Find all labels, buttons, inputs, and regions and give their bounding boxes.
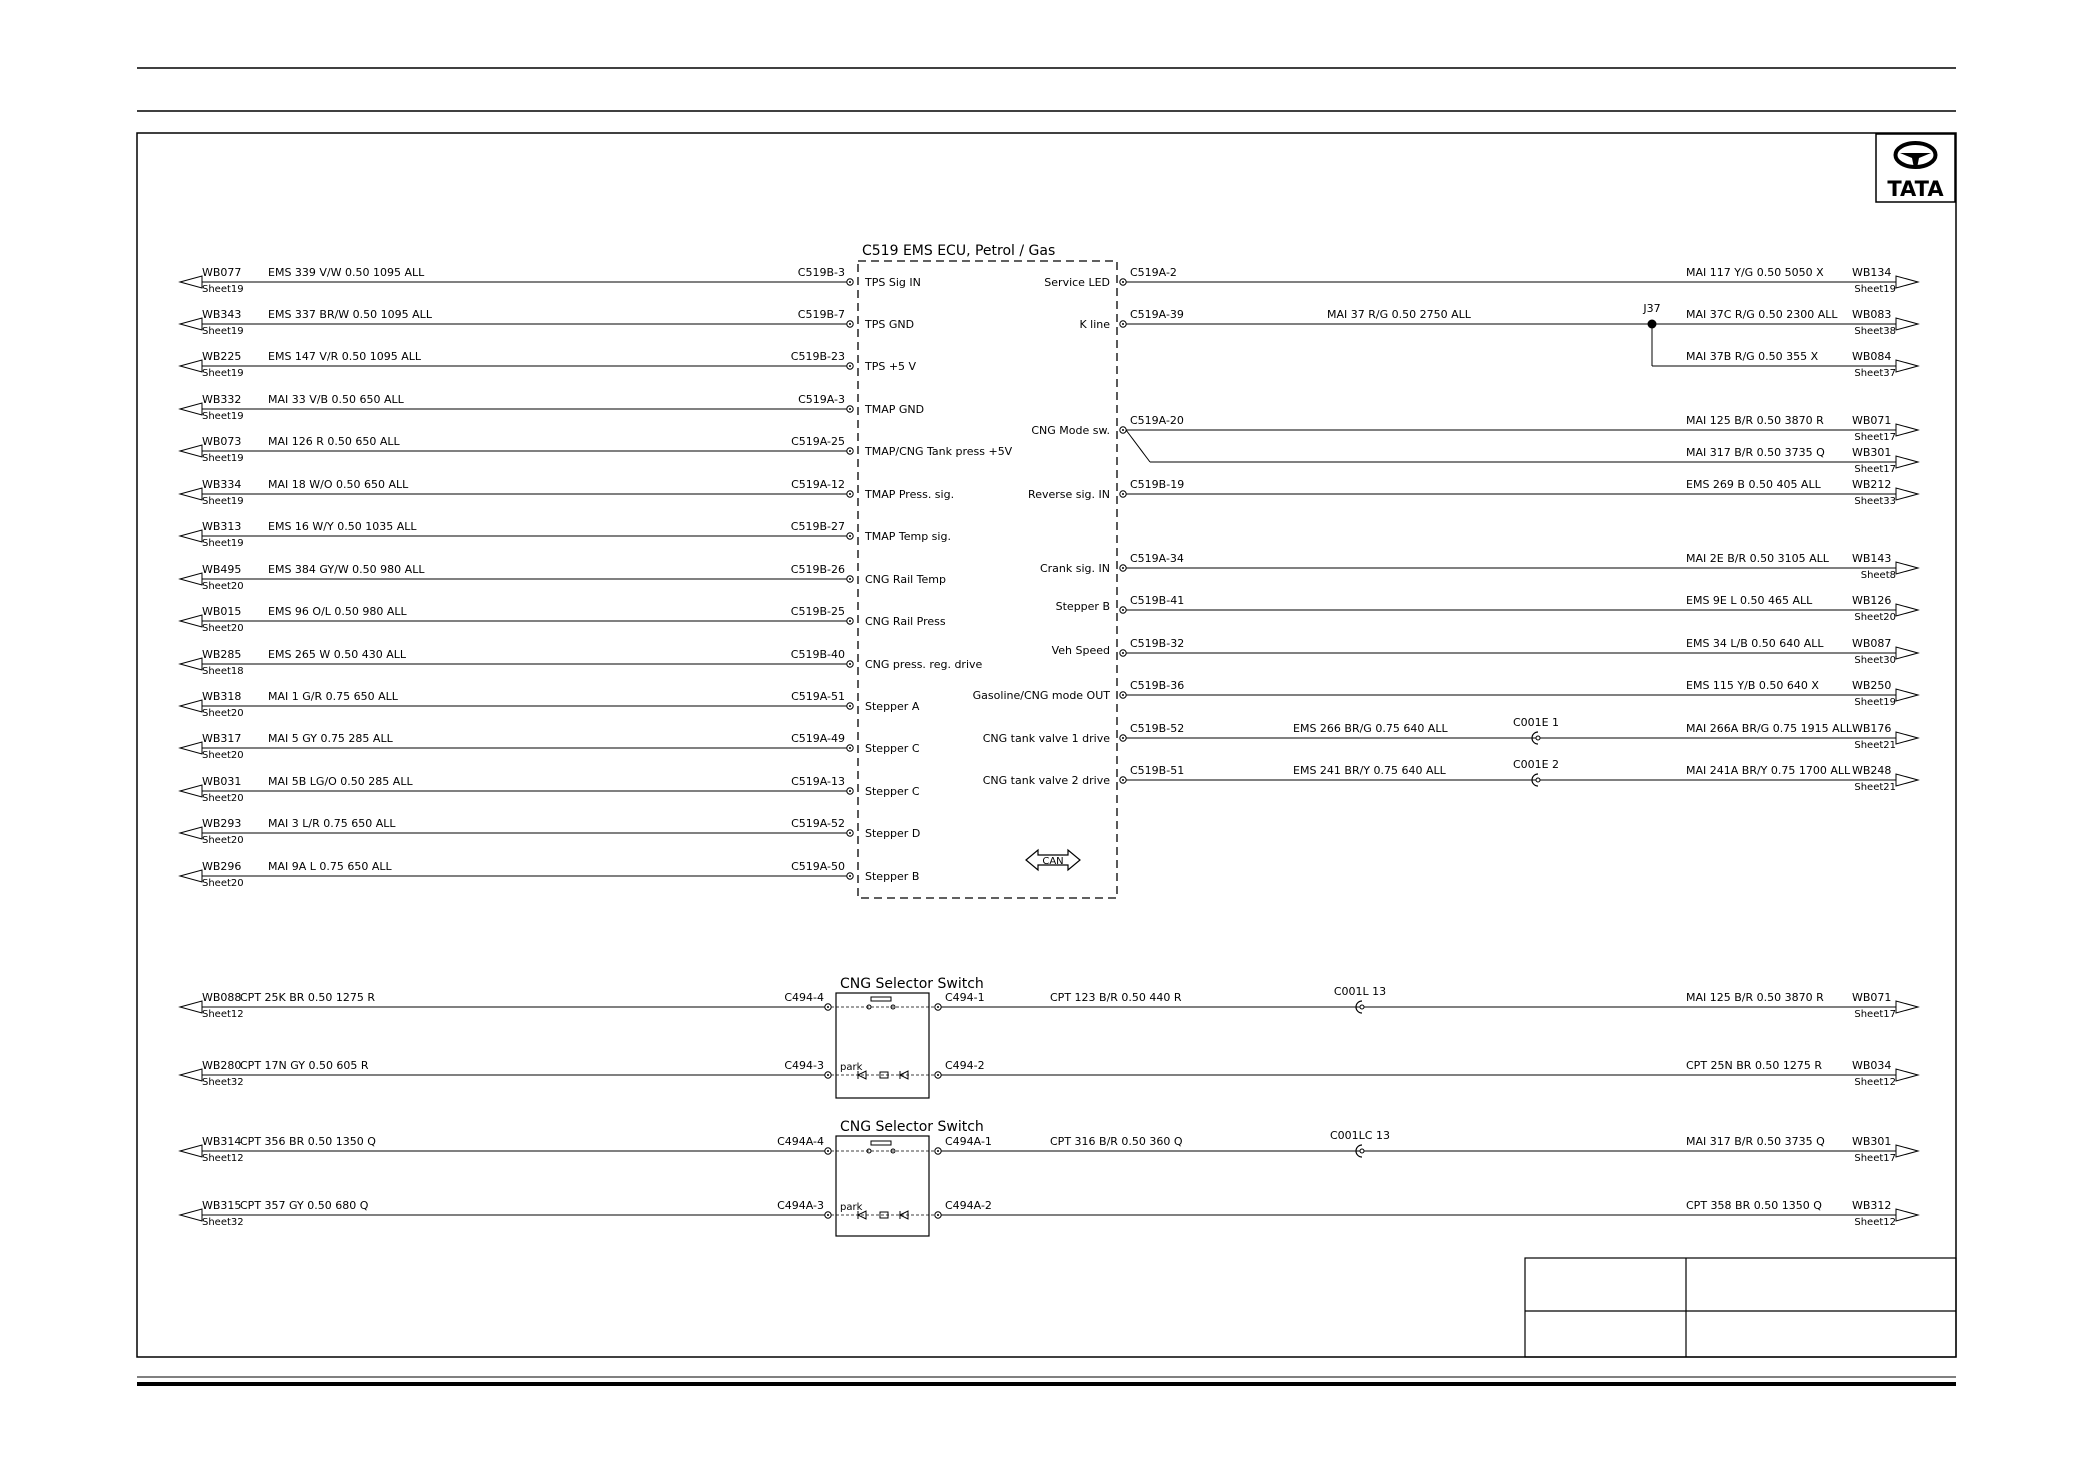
connector-pin: C519B-3 (797, 266, 845, 279)
offsheet-arrow-left (180, 827, 202, 839)
wire-spec: MAI 126 R 0.50 650 ALL (268, 435, 400, 448)
pin-function: Stepper A (865, 700, 920, 713)
wb-id: WB293 (202, 817, 242, 830)
connector-pin: C519B-23 (790, 350, 845, 363)
switch-actuator (871, 1141, 891, 1145)
wire-spec: MAI 9A L 0.75 650 ALL (268, 860, 392, 873)
pin-dot (1122, 779, 1124, 781)
wire-spec: CPT 357 GY 0.50 680 Q (240, 1199, 369, 1212)
pin-dot (1122, 493, 1124, 495)
wb-id: WB301 (1852, 1135, 1892, 1148)
wire-spec: MAI 1 G/R 0.75 650 ALL (268, 690, 398, 703)
connector-pin: C519A-20 (1130, 414, 1184, 427)
wire-spec: EMS 339 V/W 0.50 1095 ALL (268, 266, 425, 279)
pin-dot (849, 408, 851, 410)
pin-dot (1122, 694, 1124, 696)
pin-dot (937, 1074, 939, 1076)
pin-dot (849, 620, 851, 622)
splice-pin (1360, 1005, 1364, 1009)
pin-dot (1122, 429, 1124, 431)
splice-pin (1536, 736, 1540, 740)
pin-function: TMAP Press. sig. (865, 488, 955, 501)
wb-id: WB317 (202, 732, 242, 745)
splice-label: C001LC 13 (1330, 1129, 1390, 1142)
pin-function: CNG tank valve 1 drive (982, 732, 1110, 745)
ecu-left-circuit (180, 308, 914, 337)
switch-circuit (180, 1059, 1918, 1088)
wire-spec: EMS 115 Y/B 0.50 640 X (1686, 679, 1819, 692)
wb-id: WB126 (1852, 594, 1892, 607)
ecu-right-circuit (983, 716, 1918, 751)
wb-id: WB031 (202, 775, 242, 788)
offsheet-arrow-left (180, 785, 202, 797)
offsheet-arrow-left (180, 1209, 202, 1221)
pin-dot (849, 705, 851, 707)
wb-id: WB134 (1852, 266, 1892, 279)
pin-dot (849, 323, 851, 325)
wire-spec: CPT 25K BR 0.50 1275 R (240, 991, 376, 1004)
mid-wire-spec: MAI 37 R/G 0.50 2750 ALL (1327, 308, 1471, 321)
connector-pin: C519B-52 (1130, 722, 1185, 735)
pin-function: Gasoline/CNG mode OUT (972, 689, 1110, 702)
offsheet-arrow-right (1896, 276, 1918, 288)
park-label: park (840, 1062, 863, 1073)
pin-dot (849, 790, 851, 792)
wire-spec: EMS 9E L 0.50 465 ALL (1686, 594, 1813, 607)
offsheet-arrow-left (180, 700, 202, 712)
pin-function: CNG Mode sw. (1031, 424, 1110, 437)
connector-pin: C519A-25 (791, 435, 845, 448)
wire-spec: MAI 18 W/O 0.50 650 ALL (268, 478, 409, 491)
ecu-left-circuit (180, 520, 951, 549)
wire-spec: MAI 125 B/R 0.50 3870 R (1686, 991, 1824, 1004)
ecu-right-circuit (1031, 414, 1918, 443)
ecu-left-circuit (180, 690, 920, 719)
title-block (1525, 1258, 1956, 1357)
ecu-right-circuit (983, 758, 1918, 793)
ecu-left-circuit (180, 732, 920, 761)
ecu-left-circuit (180, 393, 924, 422)
ecu-right-circuit (1044, 266, 1918, 295)
switch-circuit (180, 1129, 1918, 1164)
connector-pin: C494-4 (784, 991, 824, 1004)
connector-pin: C519B-26 (790, 563, 845, 576)
wire-spec: EMS 384 GY/W 0.50 980 ALL (268, 563, 425, 576)
wire-spec: EMS 34 L/B 0.50 640 ALL (1686, 637, 1824, 650)
wire-spec: EMS 265 W 0.50 430 ALL (268, 648, 407, 661)
offsheet-arrow-right (1896, 488, 1918, 500)
wire-spec: MAI 37B R/G 0.50 355 X (1686, 350, 1819, 363)
wb-id: WB176 (1852, 722, 1892, 735)
sheet-ref: Sheet20 (202, 878, 244, 889)
splice-label: C001E 2 (1512, 758, 1560, 771)
pin-dot (1122, 652, 1124, 654)
ecu-left-circuit (180, 648, 983, 677)
sheet-ref: Sheet19 (1854, 697, 1896, 708)
park-label: park (840, 1202, 863, 1213)
sheet-ref: Sheet19 (202, 496, 244, 507)
sheet-ref: Sheet20 (202, 581, 244, 592)
pin-dot (1122, 609, 1124, 611)
ecu-left-circuit (180, 266, 921, 295)
offsheet-arrow-right (1896, 604, 1918, 616)
switch-box (836, 993, 929, 1098)
wire-spec: MAI 37C R/G 0.50 2300 ALL (1686, 308, 1838, 321)
connector-pin: C519A-3 (798, 393, 845, 406)
connector-pin: C494-3 (784, 1059, 824, 1072)
ecu-left-circuit (180, 775, 920, 804)
pin-dot (849, 578, 851, 580)
connector-pin: C519B-19 (1130, 478, 1185, 491)
mid-wire-spec: EMS 266 BR/G 0.75 640 ALL (1293, 722, 1448, 735)
pin-function: CNG press. reg. drive (865, 658, 983, 671)
wire-spec: MAI 317 B/R 0.50 3735 Q (1686, 1135, 1825, 1148)
pin-dot (937, 1006, 939, 1008)
sheet-ref: Sheet20 (202, 835, 244, 846)
ecu-left-circuit (180, 605, 946, 634)
offsheet-arrow-right (1896, 456, 1918, 468)
wire-spec: MAI 5B LG/O 0.50 285 ALL (268, 775, 413, 788)
ecu-right-circuit (1079, 302, 1918, 337)
switch-actuator (871, 997, 891, 1001)
sheet-ref: Sheet17 (1854, 1153, 1896, 1164)
mid-wire-spec: CPT 123 B/R 0.50 440 R (1050, 991, 1182, 1004)
sheet-ref: Sheet21 (1854, 782, 1896, 793)
can-label: CAN (1042, 856, 1064, 867)
pin-function: TPS +5 V (865, 360, 917, 373)
pin-function: TPS Sig IN (865, 276, 921, 289)
sheet-ref: Sheet19 (202, 411, 244, 422)
connector-pin: C519B-7 (797, 308, 845, 321)
sheet-ref: Sheet20 (202, 793, 244, 804)
mid-wire-spec: CPT 316 B/R 0.50 360 Q (1050, 1135, 1183, 1148)
wb-id: WB225 (202, 350, 242, 363)
wire-spec: MAI 3 L/R 0.75 650 ALL (268, 817, 396, 830)
offsheet-arrow-left (180, 1001, 202, 1013)
connector-pin: C519B-25 (790, 605, 845, 618)
sheet-ref: Sheet12 (1854, 1077, 1896, 1088)
offsheet-arrow-left (180, 276, 202, 288)
connector-pin: C519B-51 (1130, 764, 1185, 777)
wire-spec: MAI 33 V/B 0.50 650 ALL (268, 393, 404, 406)
offsheet-arrow-left (180, 573, 202, 585)
wire-spec: MAI 317 B/R 0.50 3735 Q (1686, 446, 1825, 459)
sheet-ref: Sheet19 (1854, 284, 1896, 295)
pin-dot (827, 1214, 829, 1216)
pin-dot (849, 663, 851, 665)
wire-spec: EMS 147 V/R 0.50 1095 ALL (268, 350, 422, 363)
sheet-ref: Sheet12 (1854, 1217, 1896, 1228)
pin-dot (827, 1150, 829, 1152)
sheet-ref: Sheet20 (202, 623, 244, 634)
connector-pin: C519A-34 (1130, 552, 1184, 565)
offsheet-arrow-left (180, 742, 202, 754)
wb-id: WB285 (202, 648, 242, 661)
connector-pin: C519B-36 (1130, 679, 1185, 692)
can-bus-symbol (1026, 850, 1080, 870)
sheet-ref: Sheet20 (202, 708, 244, 719)
connector-pin: C519A-52 (791, 817, 845, 830)
wb-id: WB495 (202, 563, 242, 576)
pin-function: CNG Rail Temp (865, 573, 946, 586)
offsheet-arrow-left (180, 1145, 202, 1157)
sheet-ref: Sheet12 (202, 1009, 244, 1020)
offsheet-arrow-left (180, 318, 202, 330)
wire-branch (1126, 430, 1150, 462)
pin-dot (937, 1214, 939, 1216)
offsheet-arrow-left (180, 530, 202, 542)
wb-id: WB280 (202, 1059, 242, 1072)
pin-dot (937, 1150, 939, 1152)
sheet-ref: Sheet38 (1854, 326, 1896, 337)
pin-dot (849, 365, 851, 367)
splice-label: C001L 13 (1333, 985, 1387, 998)
wb-id: WB334 (202, 478, 242, 491)
connector-pin: C519A-49 (791, 732, 845, 745)
wb-id: WB212 (1852, 478, 1892, 491)
pin-function: TMAP Temp sig. (865, 530, 951, 543)
cng-selector-switches (180, 976, 1918, 1236)
sheet-ref: Sheet19 (202, 538, 244, 549)
offsheet-arrow-left (180, 658, 202, 670)
wire-spec: CPT 356 BR 0.50 1350 Q (240, 1135, 376, 1148)
pin-function: Crank sig. IN (1039, 562, 1110, 575)
pin-dot (1122, 737, 1124, 739)
pin-function: Stepper B (1055, 600, 1110, 613)
sheet-ref: Sheet19 (202, 284, 244, 295)
ecu-left-circuit (180, 860, 919, 889)
pin-function: CNG tank valve 2 drive (982, 774, 1110, 787)
pin-dot (849, 281, 851, 283)
sheet-ref: Sheet30 (1854, 655, 1896, 666)
wire-spec: EMS 16 W/Y 0.50 1035 ALL (268, 520, 417, 533)
ecu-title: C519 EMS ECU, Petrol / Gas (862, 243, 1056, 259)
wb-id: WB296 (202, 860, 242, 873)
offsheet-arrow-right (1896, 424, 1918, 436)
wire-spec: MAI 241A BR/Y 0.75 1700 ALL (1686, 764, 1851, 777)
offsheet-arrow-right (1896, 1145, 1918, 1157)
connector-pin: C519B-40 (790, 648, 845, 661)
sheet-ref: Sheet32 (202, 1217, 244, 1228)
ecu-left-wires (180, 266, 1013, 889)
offsheet-arrow-right (1896, 360, 1918, 372)
wb-id: WB083 (1852, 308, 1892, 321)
offsheet-arrow-left (180, 870, 202, 882)
ecu-right-wires (973, 266, 1918, 793)
wb-id: WB312 (1852, 1199, 1892, 1212)
offsheet-arrow-right (1896, 318, 1918, 330)
pin-function: CNG Rail Press (865, 615, 946, 628)
wb-id: WB071 (1852, 991, 1892, 1004)
wb-id: WB248 (1852, 764, 1892, 777)
sheet-ref: Sheet20 (1854, 612, 1896, 623)
offsheet-arrow-left (180, 488, 202, 500)
ecu-right-circuit (1126, 430, 1918, 475)
pin-function: Stepper C (865, 742, 920, 755)
wb-id: WB313 (202, 520, 242, 533)
pin-dot (849, 450, 851, 452)
sheet-ref: Sheet19 (202, 453, 244, 464)
connector-pin: C519B-41 (1130, 594, 1185, 607)
pin-function: Stepper C (865, 785, 920, 798)
wb-id: WB318 (202, 690, 242, 703)
pin-function: K line (1079, 318, 1110, 331)
cng-selector-switch (180, 1119, 1918, 1236)
wb-id: WB077 (202, 266, 242, 279)
connector-pin: C519A-51 (791, 690, 845, 703)
wire-spec: MAI 5 GY 0.75 285 ALL (268, 732, 393, 745)
wire-spec: CPT 25N BR 0.50 1275 R (1686, 1059, 1823, 1072)
ecu-right-circuit (1028, 478, 1918, 507)
switch-circuit (180, 985, 1918, 1020)
switch-title: CNG Selector Switch (840, 1119, 984, 1135)
wire-spec: CPT 358 BR 0.50 1350 Q (1686, 1199, 1822, 1212)
ecu-left-circuit (180, 350, 917, 379)
wire-spec: MAI 2E B/R 0.50 3105 ALL (1686, 552, 1829, 565)
splice-label: C001E 1 (1512, 716, 1560, 729)
offsheet-arrow-left (180, 403, 202, 415)
pin-function: Veh Speed (1051, 644, 1110, 657)
ecu-left-circuit (180, 435, 1013, 464)
pin-function: Stepper B (865, 870, 920, 883)
connector-pin: C494A-2 (945, 1199, 992, 1212)
cng-selector-switch (180, 976, 1918, 1098)
wire-spec: MAI 125 B/R 0.50 3870 R (1686, 414, 1824, 427)
sheet-ref: Sheet17 (1854, 464, 1896, 475)
wire-spec: CPT 17N GY 0.50 605 R (240, 1059, 369, 1072)
pin-dot (849, 493, 851, 495)
wb-id: WB015 (202, 605, 242, 618)
wb-id: WB088 (202, 991, 242, 1004)
sheet-ref: Sheet17 (1854, 1009, 1896, 1020)
pin-function: Reverse sig. IN (1028, 488, 1110, 501)
sheet-ref: Sheet33 (1854, 496, 1896, 507)
connector-pin: C519B-27 (790, 520, 845, 533)
pin-dot (1122, 281, 1124, 283)
pin-dot (849, 875, 851, 877)
wb-id: WB315 (202, 1199, 242, 1212)
wb-id: WB143 (1852, 552, 1892, 565)
wb-id: WB084 (1852, 350, 1892, 363)
sheet-ref: Sheet20 (202, 750, 244, 761)
connector-pin: C494-1 (945, 991, 985, 1004)
connector-pin: C519A-12 (791, 478, 845, 491)
offsheet-arrow-left (180, 1069, 202, 1081)
connector-pin: C519B-32 (1130, 637, 1185, 650)
sheet-ref: Sheet12 (202, 1153, 244, 1164)
offsheet-arrow-right (1896, 732, 1918, 744)
connector-pin: C494A-3 (777, 1199, 824, 1212)
splice-pin (1536, 778, 1540, 782)
offsheet-arrow-right (1896, 1209, 1918, 1221)
pin-dot (849, 747, 851, 749)
ecu-left-circuit (180, 817, 920, 846)
sheet-ref: Sheet19 (202, 368, 244, 379)
logo-text: TATA (1887, 177, 1944, 201)
connector-pin: C519A-13 (791, 775, 845, 788)
sheet-ref: Sheet37 (1854, 368, 1896, 379)
offsheet-arrow-right (1896, 774, 1918, 786)
offsheet-arrow-right (1896, 562, 1918, 574)
wb-id: WB250 (1852, 679, 1892, 692)
connector-pin: C519A-39 (1130, 308, 1184, 321)
splice-label: J37 (1643, 302, 1661, 315)
wire-spec: MAI 117 Y/G 0.50 5050 X (1686, 266, 1824, 279)
ecu-left-circuit (180, 478, 954, 507)
wire-spec: EMS 269 B 0.50 405 ALL (1686, 478, 1821, 491)
wire-spec: EMS 337 BR/W 0.50 1095 ALL (268, 308, 432, 321)
ecu-right-circuit (973, 679, 1918, 708)
offsheet-arrow-left (180, 445, 202, 457)
mid-wire-spec: EMS 241 BR/Y 0.75 640 ALL (1293, 764, 1446, 777)
wb-id: WB301 (1852, 446, 1892, 459)
wire-spec: EMS 96 O/L 0.50 980 ALL (268, 605, 407, 618)
sheet-ref: Sheet32 (202, 1077, 244, 1088)
pin-dot (1122, 567, 1124, 569)
ecu-right-circuit (1056, 594, 1918, 623)
connector-pin: C519A-2 (1130, 266, 1177, 279)
pin-function: TMAP GND (865, 403, 925, 416)
sheet-ref: Sheet8 (1860, 570, 1896, 581)
pin-function: Stepper D (865, 827, 921, 840)
wb-id: WB087 (1852, 637, 1892, 650)
pin-function: TPS GND (865, 318, 915, 331)
switch-title: CNG Selector Switch (840, 976, 984, 992)
wb-id: WB034 (1852, 1059, 1892, 1072)
splice-pin (1360, 1149, 1364, 1153)
pin-dot (849, 832, 851, 834)
wb-id: WB314 (202, 1135, 242, 1148)
tata-logo (1876, 134, 1955, 202)
ecu-right-circuit (1040, 552, 1918, 581)
connector-pin: C494-2 (945, 1059, 985, 1072)
offsheet-arrow-right (1896, 647, 1918, 659)
pin-function: Service LED (1044, 276, 1110, 289)
sheet-ref: Sheet19 (202, 326, 244, 337)
pin-dot (1122, 323, 1124, 325)
offsheet-arrow-left (180, 360, 202, 372)
wb-id: WB071 (1852, 414, 1892, 427)
pin-function: TMAP/CNG Tank press +5V (865, 445, 1013, 458)
offsheet-arrow-right (1896, 689, 1918, 701)
offsheet-arrow-right (1896, 1069, 1918, 1081)
pin-dot (827, 1006, 829, 1008)
sheet-ref: Sheet17 (1854, 432, 1896, 443)
connector-pin: C494A-4 (777, 1135, 824, 1148)
wire-spec: MAI 266A BR/G 0.75 1915 ALL (1686, 722, 1852, 735)
connector-pin: C494A-1 (945, 1135, 992, 1148)
pin-dot (849, 535, 851, 537)
wb-id: WB343 (202, 308, 242, 321)
wb-id: WB332 (202, 393, 242, 406)
ecu-left-circuit (180, 563, 946, 592)
switch-circuit (180, 1199, 1918, 1228)
offsheet-arrow-left (180, 615, 202, 627)
sheet-ref: Sheet18 (202, 666, 244, 677)
wb-id: WB073 (202, 435, 242, 448)
connector-pin: C519A-50 (791, 860, 845, 873)
sheet-ref: Sheet21 (1854, 740, 1896, 751)
offsheet-arrow-right (1896, 1001, 1918, 1013)
pin-dot (827, 1074, 829, 1076)
ecu-right-circuit (1052, 637, 1918, 666)
